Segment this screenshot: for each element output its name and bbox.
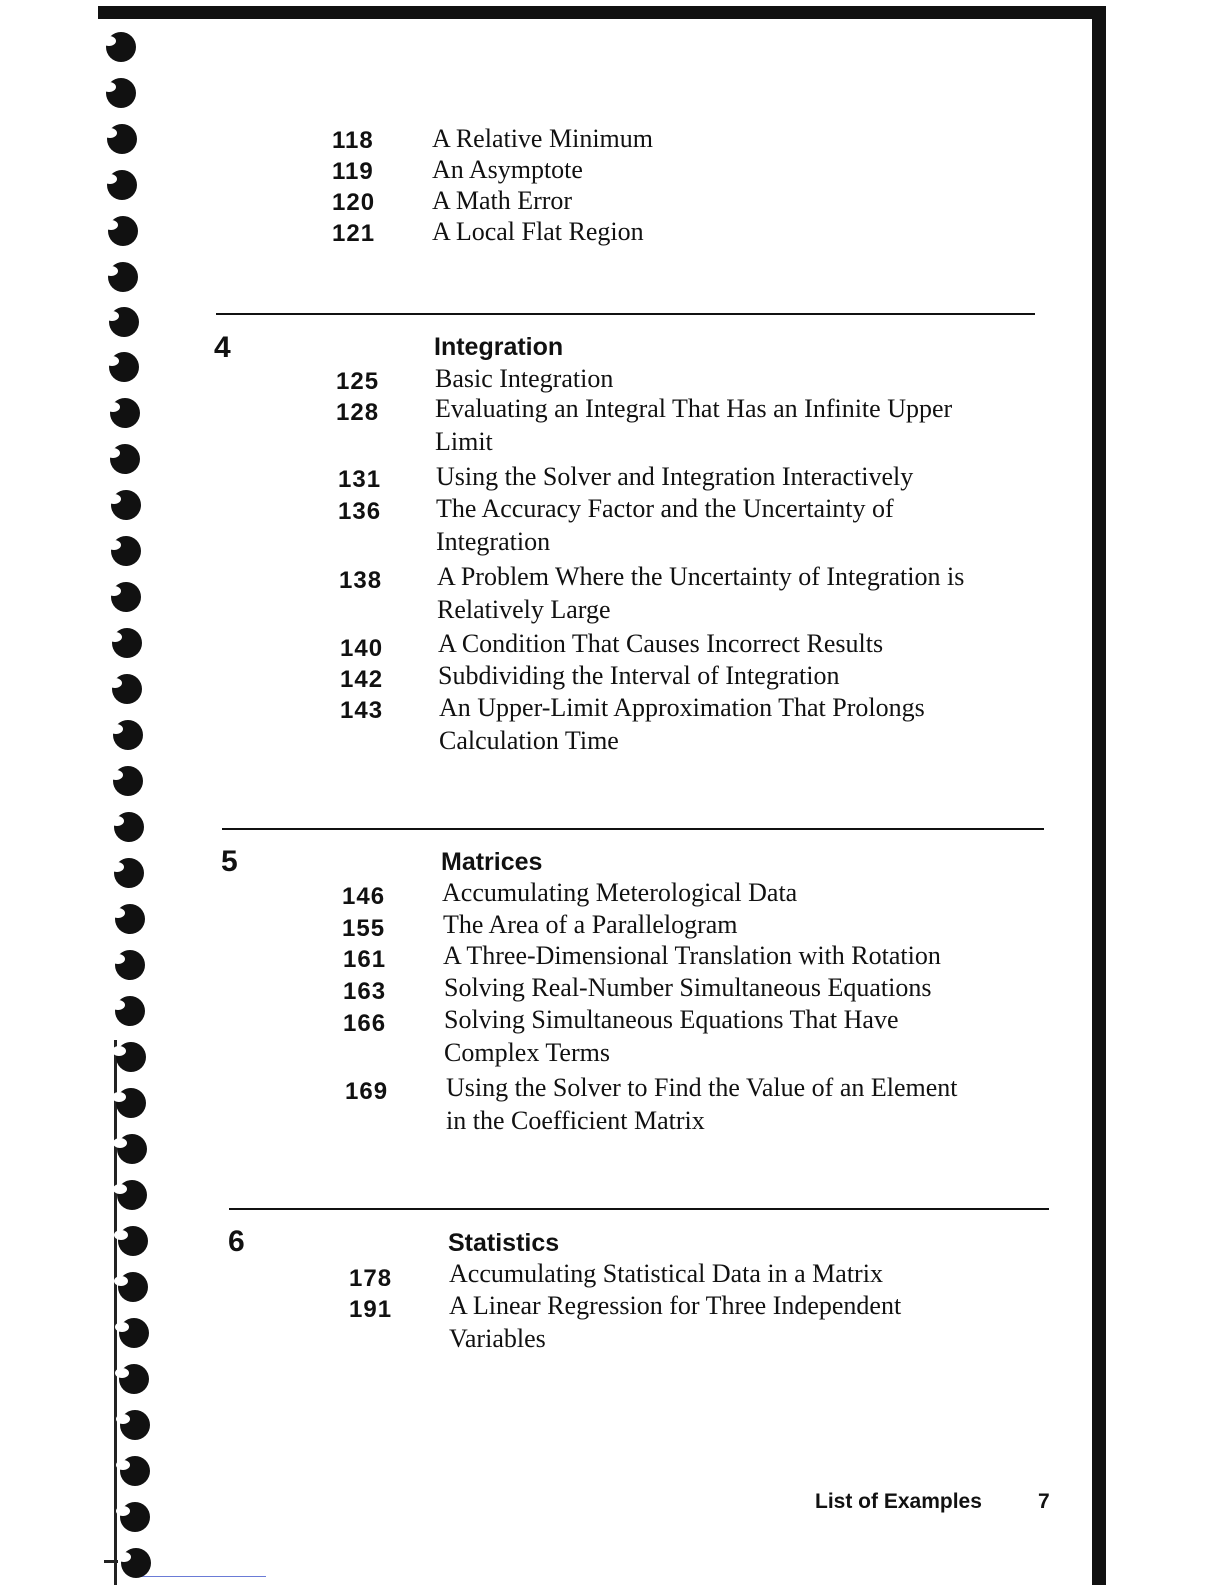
entry-page-number: 166	[343, 1010, 387, 1037]
entry-title-continued: Variables	[449, 1324, 546, 1353]
entry-title: Basic Integration	[435, 364, 614, 393]
entry-title-continued: Complex Terms	[444, 1038, 610, 1067]
entry-title: A Problem Where the Uncertainty of Integration is	[437, 562, 965, 591]
binding-hole	[113, 766, 143, 796]
binding-hole	[111, 490, 141, 520]
entry-title: Evaluating an Integral That Has an Infinite Upper	[435, 394, 953, 423]
entry-page-number: 169	[345, 1078, 389, 1105]
entry-page-number: 136	[338, 498, 382, 525]
entry-page-number: 121	[332, 220, 376, 247]
entry-page-number: 163	[343, 978, 387, 1005]
binding-hole	[120, 1410, 150, 1440]
entry-title: Solving Simultaneous Equations That Have	[444, 1005, 899, 1034]
scan-right-border	[1092, 6, 1106, 1585]
entry-title-continued: Calculation Time	[439, 726, 619, 755]
section-heading: Integration	[434, 333, 564, 361]
binding-hole	[120, 1456, 150, 1486]
entry-page-number: 119	[332, 158, 374, 185]
page-number: 7	[1038, 1490, 1050, 1513]
section-rule	[222, 828, 1044, 830]
entry-title: The Area of a Parallelogram	[443, 910, 738, 939]
binding-hole	[108, 216, 138, 246]
binding-hole	[110, 398, 140, 428]
binding-hole	[111, 536, 141, 566]
entry-title: A Linear Regression for Three Independent	[449, 1291, 902, 1320]
entry-title: Solving Real-Number Simultaneous Equations	[444, 973, 932, 1002]
entry-page-number: 142	[340, 666, 384, 693]
binding-hole	[119, 1318, 149, 1348]
entry-page-number: 118	[332, 127, 374, 154]
binding-hole	[114, 858, 144, 888]
entry-page-number: 155	[342, 915, 386, 942]
entry-title-continued: Limit	[435, 427, 493, 456]
binding-hole	[106, 32, 136, 62]
section-number: 4	[214, 331, 231, 364]
binding-hole	[116, 1088, 146, 1118]
section-number: 5	[221, 845, 238, 878]
scan-blue-line	[140, 1576, 266, 1577]
entry-title: A Three-Dimensional Translation with Rotation	[443, 941, 941, 970]
entry-page-number: 178	[349, 1265, 393, 1292]
binding-hole	[111, 582, 141, 612]
binding-hole	[117, 1134, 147, 1164]
entry-page-number: 143	[340, 697, 384, 724]
entry-page-number: 138	[339, 567, 383, 594]
section-rule	[216, 313, 1035, 315]
binding-hole	[112, 674, 142, 704]
binding-hole	[115, 950, 145, 980]
section-number: 6	[228, 1225, 245, 1258]
entry-title: Using the Solver to Find the Value of an Element	[446, 1073, 958, 1102]
scan-bottom-rule	[104, 1560, 118, 1563]
binding-hole	[116, 1042, 146, 1072]
binding-hole	[107, 170, 137, 200]
binding-hole	[112, 628, 142, 658]
binding-hole	[106, 78, 136, 108]
entry-title: Subdividing the Interval of Integration	[438, 661, 840, 690]
binding-hole	[121, 1548, 151, 1578]
entry-title: A Relative Minimum	[432, 124, 653, 153]
binding-hole	[108, 262, 138, 292]
entry-page-number: 140	[340, 635, 384, 662]
entry-page-number: 125	[336, 368, 380, 395]
binding-hole	[120, 1502, 150, 1532]
footer-label: List of Examples	[815, 1490, 982, 1513]
entry-title: Using the Solver and Integration Interactively	[436, 462, 914, 491]
binding-hole	[115, 904, 145, 934]
entry-title: The Accuracy Factor and the Uncertainty of	[436, 494, 894, 523]
scan-left-rule	[114, 1040, 117, 1585]
entry-page-number: 146	[342, 883, 386, 910]
binding-hole	[109, 352, 139, 382]
entry-title: A Math Error	[432, 186, 573, 215]
entry-title-continued: in the Coefficient Matrix	[446, 1106, 705, 1135]
section-heading: Matrices	[441, 848, 543, 876]
entry-title: A Local Flat Region	[432, 217, 644, 246]
entry-page-number: 131	[338, 466, 382, 493]
binding-hole	[113, 720, 143, 750]
binding-hole	[117, 1180, 147, 1210]
binding-hole	[109, 307, 139, 337]
entry-title: An Asymptote	[432, 155, 583, 184]
section-heading: Statistics	[448, 1229, 560, 1257]
entry-page-number: 191	[349, 1296, 393, 1323]
entry-title: An Upper-Limit Approximation That Prolongs	[439, 693, 925, 722]
binding-hole	[115, 996, 145, 1026]
binding-hole	[107, 124, 137, 154]
binding-hole	[110, 444, 140, 474]
binding-hole	[119, 1364, 149, 1394]
entry-page-number: 128	[336, 399, 380, 426]
entry-page-number: 161	[343, 946, 387, 973]
entry-page-number: 120	[332, 189, 376, 216]
entry-title: Accumulating Meterological Data	[442, 878, 798, 907]
entry-title-continued: Relatively Large	[437, 595, 611, 624]
section-rule	[229, 1208, 1049, 1210]
entry-title-continued: Integration	[436, 527, 551, 556]
scan-top-border	[98, 6, 1092, 19]
binding-hole	[118, 1226, 148, 1256]
binding-hole	[118, 1272, 148, 1302]
entry-title: A Condition That Causes Incorrect Results	[438, 629, 884, 658]
binding-hole	[114, 812, 144, 842]
entry-title: Accumulating Statistical Data in a Matrix	[449, 1259, 883, 1288]
